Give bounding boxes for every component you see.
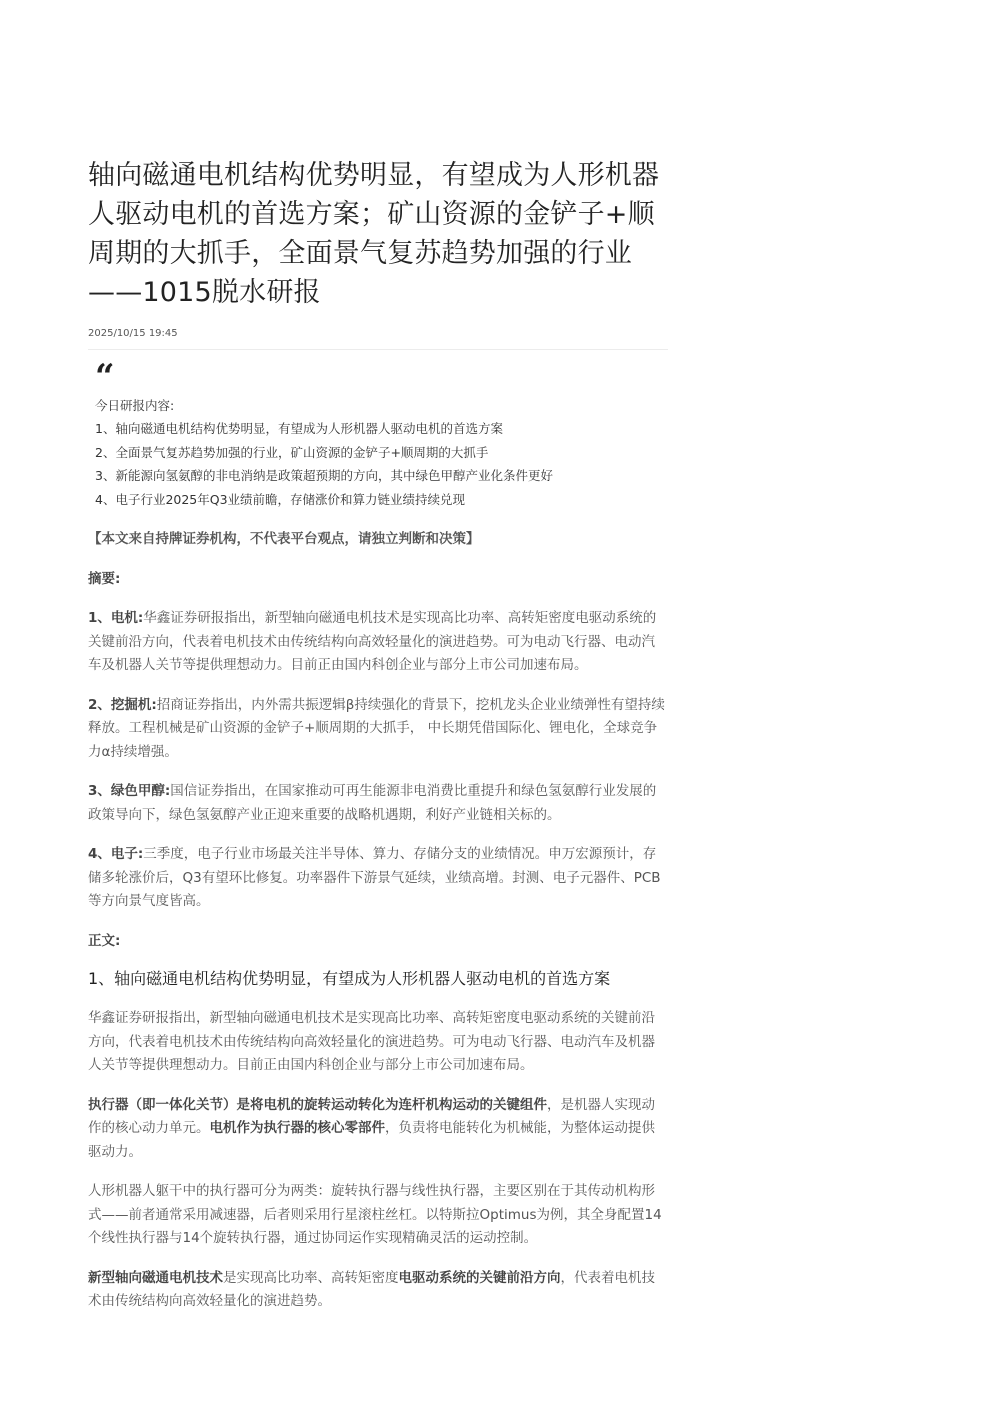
article (88, 156, 668, 1314)
article-title: 轴向磁通电机结构优势明显，有望成为人形机器人驱动电机的首选方案；矿山资源的金铲子+顺周期的大抓手，全面景气复苏趋势加强的行业——1015脱水研报 (88, 160, 660, 308)
bold-text: 电机作为执行器的核心零部件 (209, 1120, 385, 1137)
summary-item-label: 3、绿色甲醇: (88, 783, 171, 800)
quote-item: 1、轴向磁通电机结构优势明显，有望成为人形机器人驱动电机的首选方案 (95, 421, 503, 437)
body-paragraph: 华鑫证券研报指出，新型轴向磁通电机技术是实现高比功率、高转矩密度电驱动系统的关键前沿方向，代表着电机技术由传统结构向高效轻量化的演进趋势。可为电动飞行器、电动汽车及机器人关节等提供理想动力。目前正由国内科创企业与部分上市公司加速布局。 (88, 1010, 655, 1074)
divider (88, 349, 668, 350)
summary-item-text: 招商证券指出，内外需共振逻辑β持续强化的背景下，挖机龙头企业业绩弹性有望持续释放。工程机械是矿山资源的金铲子+顺周期的大抓手， 中长期凭借国际化、锂电化，全球竞争力α持续增强。 (88, 696, 665, 760)
paragraph-text: ，代表着电机技术由传统结构向高效轻量化的演进趋势。 (88, 1269, 655, 1310)
summary-item-label: 1、电机: (88, 610, 144, 627)
quote-item: 4、电子行业2025年Q3业绩前瞻，存储涨价和算力链业绩持续兑现 (95, 491, 466, 507)
summary-item-text: 国信证券指出，在国家推动可再生能源非电消费比重提升和绿色氢氨醇行业发展的政策导向下，绿色氢氨醇产业正迎来重要的战略机遇期，利好产业链相关标的。 (88, 783, 657, 823)
summary-item-text: 华鑫证券研报指出，新型轴向磁通电机技术是实现高比功率、高转矩密度电驱动系统的关键前沿方向，代表着电机技术由传统结构向高效轻量化的演进趋势。可为电动飞行器、电动汽车及机器人关节等提供理想动力。目前正由国内科创企业与部分上市公司加速布局。 (88, 610, 657, 674)
body-paragraph (88, 1267, 668, 1314)
quote-block (88, 357, 668, 511)
summary-item (88, 843, 668, 914)
publish-date: 2025/10/15 19:45 (88, 328, 178, 339)
summary-item (88, 694, 668, 765)
body-heading: 正文: (88, 932, 121, 949)
section-heading: 1、轴向磁通电机结构优势明显，有望成为人形机器人驱动电机的首选方案 (88, 969, 611, 989)
summary-item-label: 2、挖掘机: (88, 696, 157, 713)
bold-text: 电驱动系统的关键前沿方向 (398, 1269, 561, 1286)
summary-item-text: 三季度，电子行业市场最关注半导体、算力、存储分支的业绩情况。申万宏源预计，存储多轮涨价后，Q3有望环比修复。功率器件下游景气延续，业绩高增。封测、电子元器件、PCB等方向景气度皆高。 (88, 846, 661, 910)
quote-item: 2、全面景气复苏趋势加强的行业，矿山资源的金铲子+顺周期的大抓手 (95, 444, 489, 460)
quote-item: 3、新能源向氢氨醇的非电消纳是政策超预期的方向，其中绿色甲醇产业化条件更好 (95, 468, 553, 484)
bold-text: 新型轴向磁通电机技术 (88, 1269, 223, 1286)
paragraph-text: 是实现高比功率、高转矩密度 (223, 1269, 399, 1286)
summary-heading: 摘要: (88, 570, 121, 587)
bold-text: 执行器（即一体化关节）是将电机的旋转运动转化为连杆机构运动的关键组件 (88, 1096, 547, 1113)
summary-item (88, 780, 668, 827)
paragraph-text: ，是机器人实现动作的核心动力单元。 (88, 1096, 655, 1137)
body-paragraph (88, 1094, 668, 1165)
body-paragraph: 人形机器人躯干中的执行器可分为两类：旋转执行器与线性执行器，主要区别在于其传动机构形式——前者通常采用减速器，后者则采用行星滚柱丝杠。以特斯拉Optimus为例，其全身配置14个线性执行器与14个旋转执行器，通过协同运作实现精确灵活的运动控制。 (88, 1183, 662, 1247)
summary-item (88, 607, 668, 678)
quote-mark-icon: “ (95, 357, 115, 397)
paragraph-text: ，负责将电能转化为机械能，为整体运动提供驱动力。 (88, 1120, 655, 1160)
summary-item-label: 4、电子: (88, 846, 144, 863)
disclaimer: 【本文来自持牌证券机构，不代表平台观点，请独立判断和决策】 (88, 531, 480, 548)
quote-intro: 今日研报内容: (95, 398, 175, 413)
